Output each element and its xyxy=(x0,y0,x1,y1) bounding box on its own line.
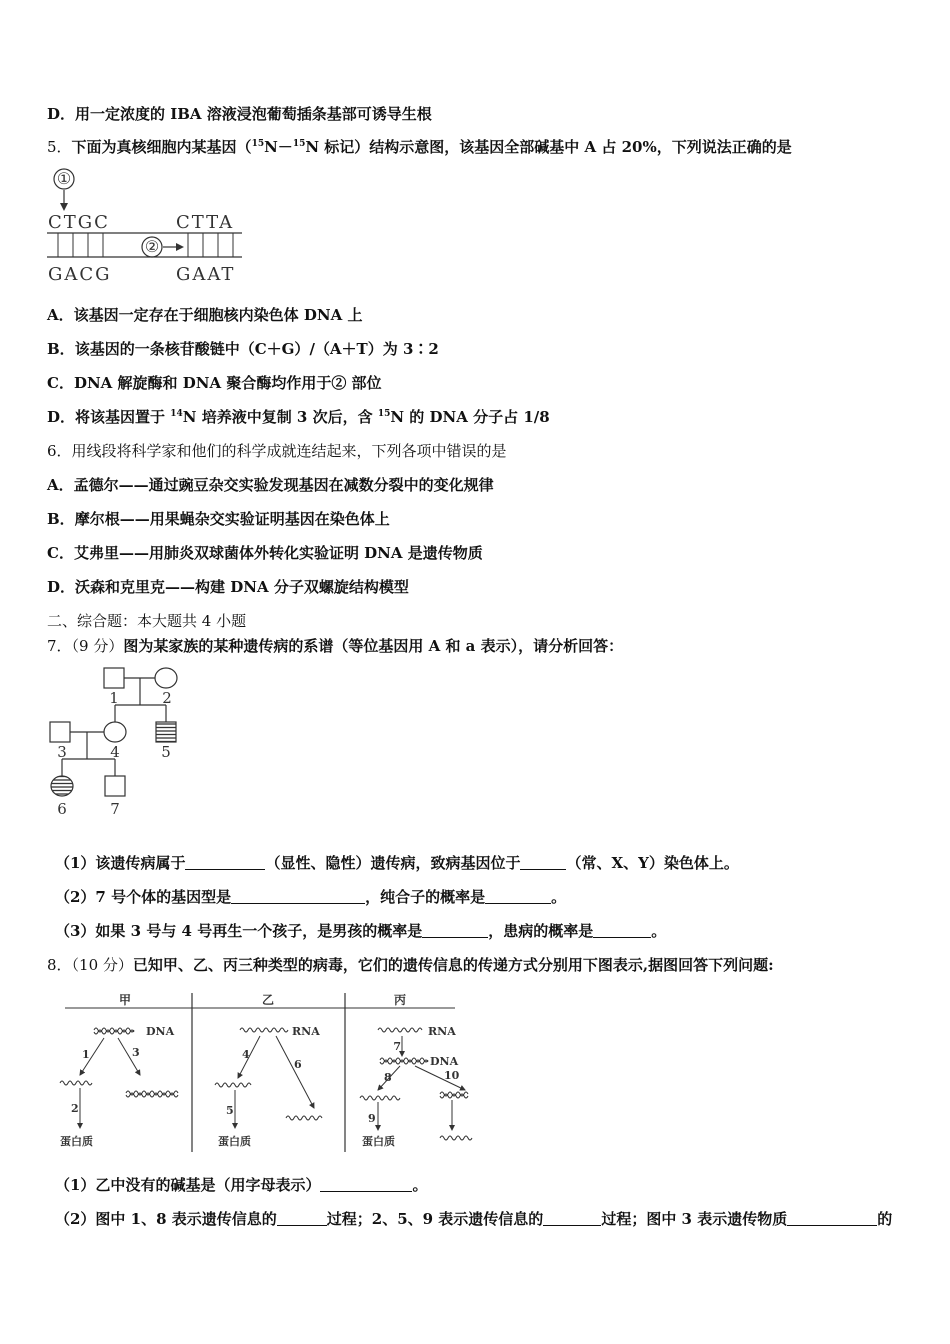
q6-option-a: A．孟德尔——通过豌豆杂交实验发现基因在减数分裂中的变化规律 xyxy=(47,476,494,494)
dna-structure-diagram xyxy=(40,165,250,290)
yi-rna-label: RNA xyxy=(292,1025,320,1038)
q5-option-d: D．将该基因置于 $^{14}$N 培养液中复制 3 次后，含 $^{15}$N 的 DNA 分子占 1/8 xyxy=(47,408,550,426)
col-jia: 甲 xyxy=(118,993,132,1007)
section-2-title: 二、综合题：本大题共 4 小题 xyxy=(47,612,247,630)
answer-blank[interactable] xyxy=(593,923,651,938)
individual-6-affected-female xyxy=(51,776,73,796)
q4-option-d: D．用一定浓度的 IBA 溶液浸泡葡萄插条基部可诱导生根 xyxy=(47,105,432,123)
label-7: 7 xyxy=(110,800,120,818)
yi-protein-label: 蛋白质 xyxy=(218,1135,251,1148)
jia-step-3: 3 xyxy=(132,1046,140,1059)
q6-option-d: D．沃森和克里克——构建 DNA 分子双螺旋结构模型 xyxy=(47,578,409,596)
jia-step-2: 2 xyxy=(71,1102,79,1115)
answer-blank[interactable] xyxy=(485,889,551,904)
q8-part-2: （2）图中 1、8 表示遗传信息的 过程；2、5、9 表示遗传信息的 过程；图中 3 表示遗传物质 的 xyxy=(55,1210,893,1228)
q6-option-b: B．摩尔根——用果蝇杂交实验证明基因在染色体上 xyxy=(47,510,390,528)
yi-step-5: 5 xyxy=(226,1104,234,1117)
answer-blank[interactable] xyxy=(520,855,566,870)
q6-stem: 6．用线段将科学家和他们的科学成就连结起来，下列各项中错误的是 xyxy=(47,442,507,460)
individual-7-male xyxy=(105,776,125,796)
q5-stem: 5．下面为真核细胞内某基因（$^{15}$N－$^{15}$N 标记）结构示意图，该基因全部碱基中 A 占 20%，下列说法正确的是 xyxy=(47,138,792,156)
answer-blank[interactable] xyxy=(787,1211,877,1226)
bing-step-7: 7 xyxy=(393,1040,401,1053)
q5-option-a: A．该基因一定存在于细胞核内染色体 DNA 上 xyxy=(47,306,363,324)
individual-3-male xyxy=(50,722,70,742)
q7-part-2: （2）7 号个体的基因型是 ，纯合子的概率是 。 xyxy=(55,888,567,906)
individual-5-affected-male xyxy=(156,722,176,742)
q7-stem: 7．（9 分）图为某家族的某种遗传病的系谱（等位基因用 A 和 a 表示），请分析回答： xyxy=(47,637,624,655)
label-4: 4 xyxy=(110,743,120,761)
label-3: 3 xyxy=(57,743,67,761)
answer-blank[interactable] xyxy=(277,1211,327,1226)
jia-protein-label: 蛋白质 xyxy=(60,1135,93,1148)
jia-step-1: 1 xyxy=(82,1048,90,1061)
bing-step-8: 8 xyxy=(384,1071,392,1084)
label-2: 2 xyxy=(162,689,172,707)
bing-protein-label: 蛋白质 xyxy=(362,1135,395,1148)
q5-option-c: C．DNA 解旋酶和 DNA 聚合酶均作用于② 部位 xyxy=(47,374,382,392)
answer-blank[interactable] xyxy=(231,889,365,904)
individual-1-male xyxy=(104,668,124,688)
bottom-strand-right: GAAT xyxy=(176,264,236,285)
bing-rna-label: RNA xyxy=(428,1025,456,1038)
col-bing: 丙 xyxy=(393,993,407,1007)
bing-step-9: 9 xyxy=(368,1112,376,1125)
q7-part-1: （1）该遗传病属于 （显性、隐性）遗传病，致病基因位于 （常、X、Y）染色体上。 xyxy=(55,854,739,872)
answer-blank[interactable] xyxy=(422,923,488,938)
site-2-label: ② xyxy=(144,237,160,256)
bing-dna-label: DNA xyxy=(430,1055,459,1068)
q8-stem: 8．（10 分）已知甲、乙、丙三种类型的病毒，它们的遗传信息的传递方式分别用下图表示,据图回答下列问题: xyxy=(47,956,774,974)
answer-blank[interactable] xyxy=(185,855,265,870)
pedigree-chart xyxy=(40,663,200,823)
answer-blank[interactable] xyxy=(320,1177,412,1192)
col-yi: 乙 xyxy=(261,993,275,1007)
answer-blank[interactable] xyxy=(543,1211,601,1226)
q6-option-c: C．艾弗里——用肺炎双球菌体外转化实验证明 DNA 是遗传物质 xyxy=(47,544,483,562)
top-strand-right: CTTA xyxy=(176,212,235,233)
yi-step-6: 6 xyxy=(294,1058,302,1071)
label-1: 1 xyxy=(109,689,119,707)
virus-info-flow-diagram xyxy=(60,990,460,1155)
individual-2-female xyxy=(155,668,177,688)
bing-step-10: 10 xyxy=(444,1069,460,1082)
label-5: 5 xyxy=(161,743,171,761)
site-1-label: ① xyxy=(56,169,72,188)
q5-option-b: B．该基因的一条核苷酸链中（C＋G）/（A＋T）为 3∶2 xyxy=(47,340,439,358)
top-strand-left: CTGC xyxy=(48,212,110,233)
label-6: 6 xyxy=(57,800,67,818)
q8-part-1: （1）乙中没有的碱基是（用字母表示） 。 xyxy=(55,1176,428,1194)
bottom-strand-left: GACG xyxy=(48,264,112,285)
q7-part-3: （3）如果 3 号与 4 号再生一个孩子，是男孩的概率是 ，患病的概率是 。 xyxy=(55,922,667,940)
yi-step-4: 4 xyxy=(242,1048,250,1061)
jia-dna-label: DNA xyxy=(146,1025,175,1038)
individual-4-female xyxy=(104,722,126,742)
